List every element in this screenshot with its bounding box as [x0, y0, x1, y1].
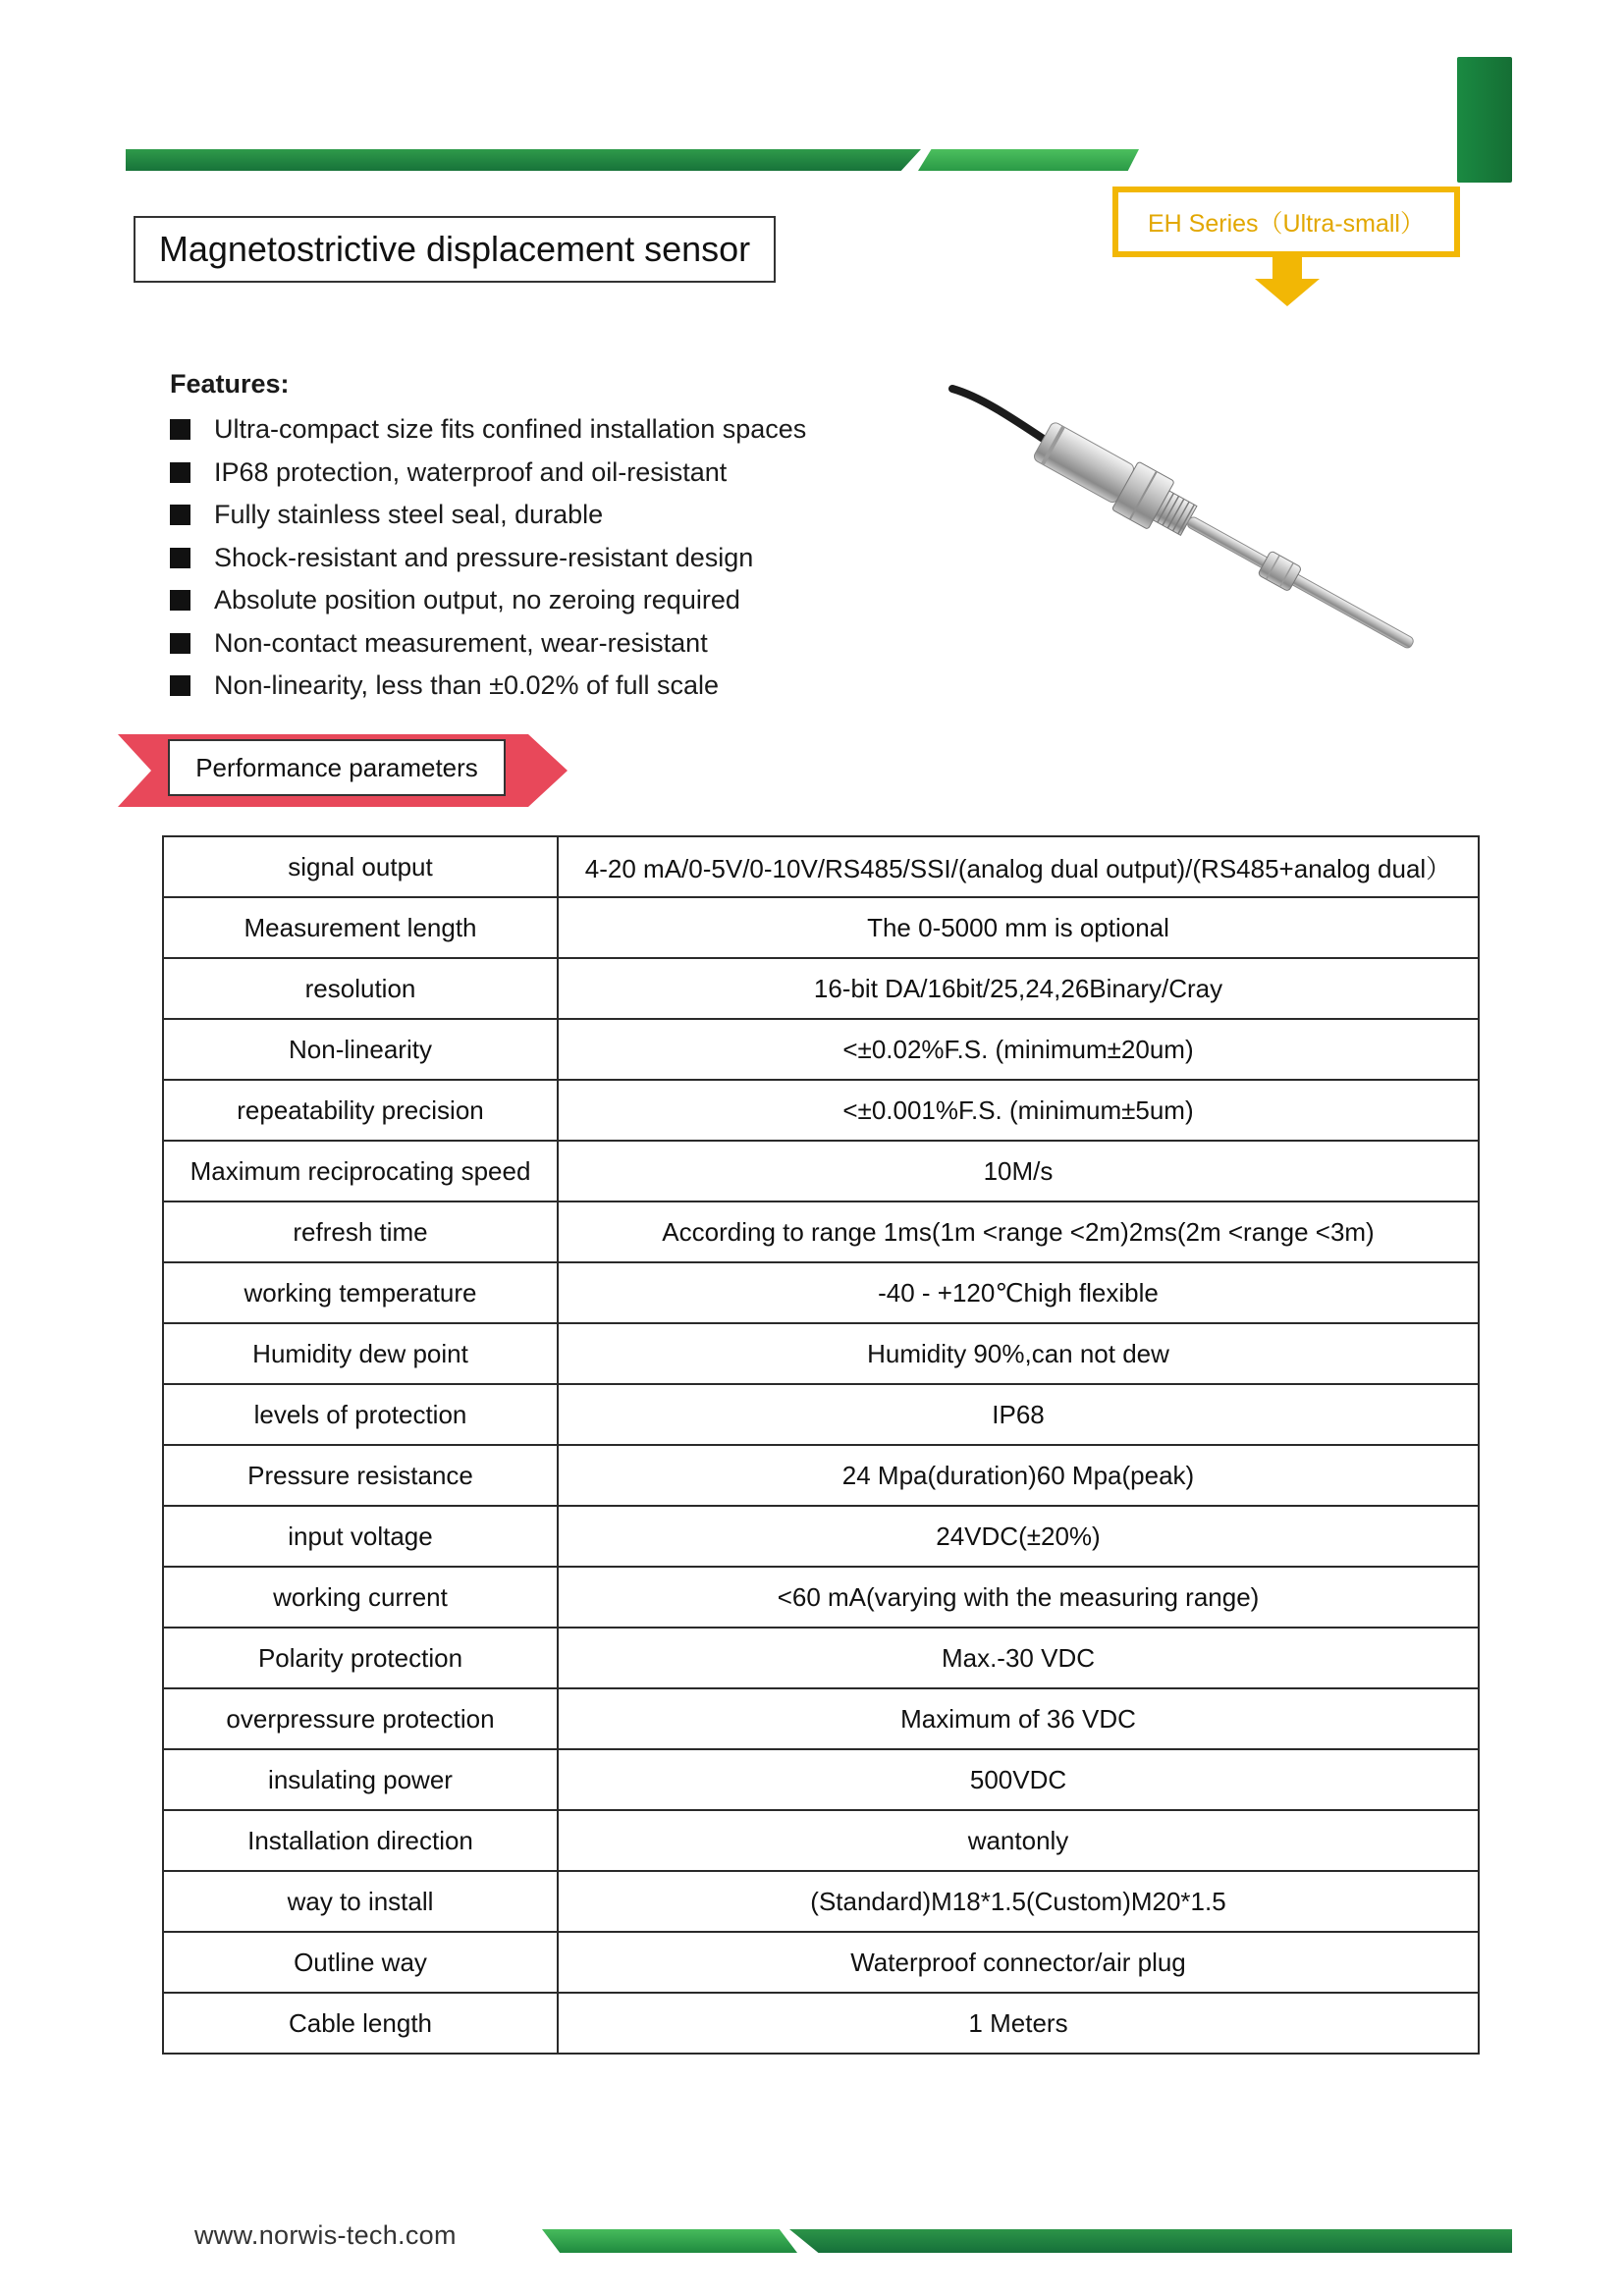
- param-name: Pressure resistance: [163, 1445, 558, 1506]
- table-row: [163, 1506, 1479, 1567]
- table-row: [163, 1323, 1479, 1384]
- table-row: [163, 1567, 1479, 1628]
- corner-block: [1457, 57, 1512, 183]
- table-row: [163, 1019, 1479, 1080]
- list-item: [170, 665, 806, 708]
- param-value: 4-20 mA/0-5V/0-10V/RS485/SSI/(analog dual output)/(RS485+analog dual）: [558, 836, 1479, 897]
- param-value: Max.-30 VDC: [558, 1628, 1479, 1688]
- feature-text: Ultra-compact size fits confined installation spaces: [214, 414, 807, 445]
- feature-text: IP68 protection, waterproof and oil-resistant: [214, 456, 728, 487]
- feature-text: Non-contact measurement, wear-resistant: [214, 627, 708, 658]
- table-row: [163, 1445, 1479, 1506]
- feature-text: Non-linearity, less than ±0.02% of full scale: [214, 670, 720, 701]
- square-bullet-icon: [170, 633, 190, 654]
- footer-bar: [789, 2229, 1512, 2253]
- param-value: Waterproof connector/air plug: [558, 1932, 1479, 1993]
- param-name: refresh time: [163, 1201, 558, 1262]
- square-bullet-icon: [170, 419, 190, 440]
- param-value: <±0.001%F.S. (minimum±5um): [558, 1080, 1479, 1141]
- param-name: Measurement length: [163, 897, 558, 958]
- feature-list: [170, 408, 806, 708]
- series-tag: EH Series（Ultra-small）: [1112, 187, 1460, 257]
- square-bullet-icon: [170, 462, 190, 483]
- table-row: [163, 1871, 1479, 1932]
- param-name: way to install: [163, 1871, 558, 1932]
- square-bullet-icon: [170, 590, 190, 611]
- list-item: [170, 537, 806, 580]
- page-title: Magnetostrictive displacement sensor: [134, 216, 776, 283]
- table-row: [163, 1628, 1479, 1688]
- feature-text: Shock-resistant and pressure-resistant design: [214, 542, 754, 572]
- section-title: Performance parameters: [168, 739, 506, 796]
- square-bullet-icon: [170, 505, 190, 525]
- table-row: [163, 1810, 1479, 1871]
- table-row: [163, 1749, 1479, 1810]
- param-name: Installation direction: [163, 1810, 558, 1871]
- table-row: [163, 1201, 1479, 1262]
- param-name: working current: [163, 1567, 558, 1628]
- header-bar: [126, 149, 921, 171]
- param-value: -40 - +120℃high flexible: [558, 1262, 1479, 1323]
- param-value: (Standard)M18*1.5(Custom)M20*1.5: [558, 1871, 1479, 1932]
- param-value: 1 Meters: [558, 1993, 1479, 2054]
- table-row: [163, 1141, 1479, 1201]
- param-name: working temperature: [163, 1262, 558, 1323]
- footer-bar-accent: [542, 2229, 797, 2253]
- param-value: Maximum of 36 VDC: [558, 1688, 1479, 1749]
- param-value: <±0.02%F.S. (minimum±20um): [558, 1019, 1479, 1080]
- table-row: [163, 1688, 1479, 1749]
- param-value: wantonly: [558, 1810, 1479, 1871]
- list-item: [170, 622, 806, 666]
- list-item: [170, 579, 806, 622]
- list-item: [170, 408, 806, 452]
- param-value: 10M/s: [558, 1141, 1479, 1201]
- list-item: [170, 494, 806, 537]
- param-value: 500VDC: [558, 1749, 1479, 1810]
- table-row: [163, 1262, 1479, 1323]
- param-name: levels of protection: [163, 1384, 558, 1445]
- table-row: [163, 836, 1479, 897]
- param-name: signal output: [163, 836, 558, 897]
- header-bar-accent: [918, 149, 1139, 171]
- param-value: IP68: [558, 1384, 1479, 1445]
- param-name: Outline way: [163, 1932, 558, 1993]
- param-value: The 0-5000 mm is optional: [558, 897, 1479, 958]
- table-row: [163, 1384, 1479, 1445]
- feature-text: Absolute position output, no zeroing required: [214, 585, 740, 615]
- list-item: [170, 452, 806, 495]
- param-name: repeatability precision: [163, 1080, 558, 1141]
- param-name: insulating power: [163, 1749, 558, 1810]
- down-arrow-icon: [1255, 257, 1320, 306]
- square-bullet-icon: [170, 675, 190, 696]
- param-name: overpressure protection: [163, 1688, 558, 1749]
- footer-url: www.norwis-tech.com: [194, 2220, 457, 2250]
- param-value: Humidity 90%,can not dew: [558, 1323, 1479, 1384]
- param-name: Non-linearity: [163, 1019, 558, 1080]
- param-name: Polarity protection: [163, 1628, 558, 1688]
- param-value: 16-bit DA/16bit/25,24,26Binary/Cray: [558, 958, 1479, 1019]
- table-row: [163, 1993, 1479, 2054]
- feature-text: Fully stainless steel seal, durable: [214, 500, 604, 530]
- param-value: 24VDC(±20%): [558, 1506, 1479, 1567]
- param-name: resolution: [163, 958, 558, 1019]
- square-bullet-icon: [170, 548, 190, 568]
- product-image: [941, 383, 1520, 667]
- table-row: [163, 958, 1479, 1019]
- param-name: Humidity dew point: [163, 1323, 558, 1384]
- param-name: Maximum reciprocating speed: [163, 1141, 558, 1201]
- param-name: input voltage: [163, 1506, 558, 1567]
- table-row: [163, 897, 1479, 958]
- parameter-table: [162, 835, 1480, 2055]
- param-value: <60 mA(varying with the measuring range): [558, 1567, 1479, 1628]
- features-heading: Features:: [170, 369, 290, 399]
- param-value: According to range 1ms(1m <range <2m)2ms(2m <range <3m): [558, 1201, 1479, 1262]
- param-name: Cable length: [163, 1993, 558, 2054]
- table-row: [163, 1932, 1479, 1993]
- table-row: [163, 1080, 1479, 1141]
- param-value: 24 Mpa(duration)60 Mpa(peak): [558, 1445, 1479, 1506]
